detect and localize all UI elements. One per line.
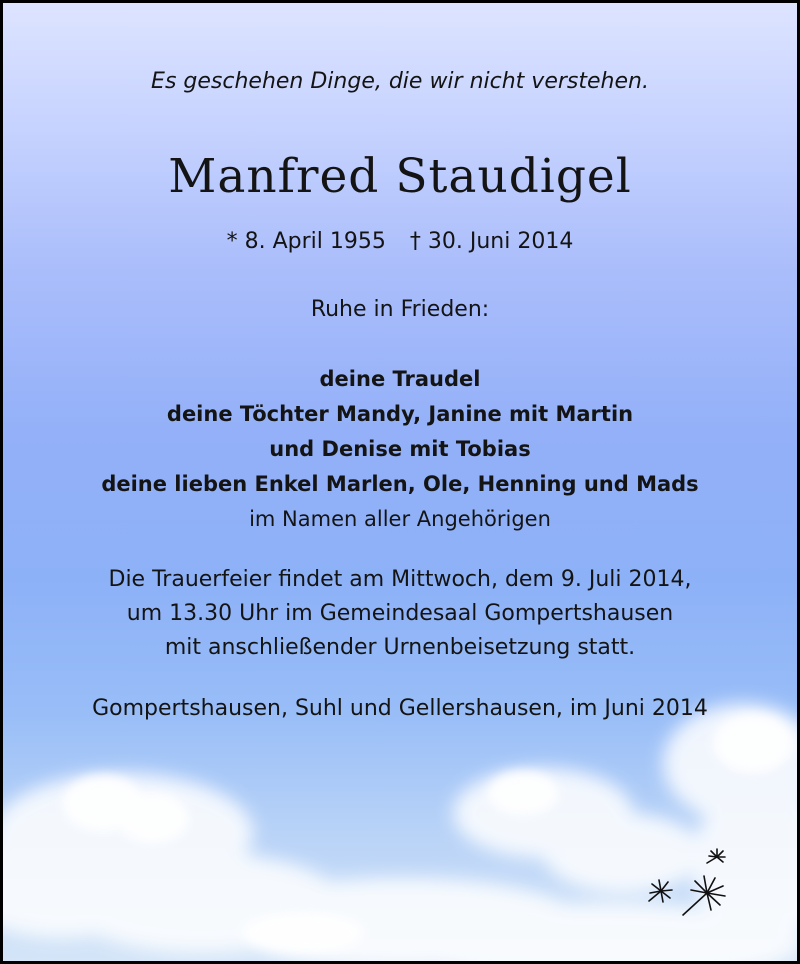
deceased-name: Manfred Staudigel <box>168 149 632 204</box>
mourner-line: und Denise mit Tobias <box>269 437 531 461</box>
life-dates <box>3 226 797 258</box>
mourner-line: deine Töchter Mandy, Janine mit Martin <box>166 402 634 426</box>
place-date-text: Gompertshausen, Suhl und Gellershausen, im Juni 2014 <box>92 696 708 721</box>
ceremony-line: Die Trauerfeier findet am Mittwoch, dem 9. Juli 2014, <box>108 567 692 592</box>
dandelion-seeds-icon <box>639 843 739 923</box>
ceremony-info <box>3 563 797 665</box>
on-behalf-text: im Namen aller Angehörigen <box>249 507 551 531</box>
ceremony-line: um 13.30 Uhr im Gemeindesaal Gompertshausen <box>126 601 674 626</box>
motto-text: Es geschehen Dinge, die wir nicht verstehen. <box>151 69 649 94</box>
death-date: † 30. Juni 2014 <box>409 229 574 254</box>
mourner-line: deine lieben Enkel Marlen, Ole, Henning und Mads <box>101 472 699 496</box>
birth-date: * 8. April 1955 <box>226 229 386 254</box>
mourners-list <box>3 362 797 537</box>
mourner-line: deine Traudel <box>319 367 481 391</box>
ceremony-line: mit anschließender Urnenbeisetzung statt. <box>164 635 636 660</box>
rest-in-peace-text: Ruhe in Frieden: <box>310 297 490 322</box>
